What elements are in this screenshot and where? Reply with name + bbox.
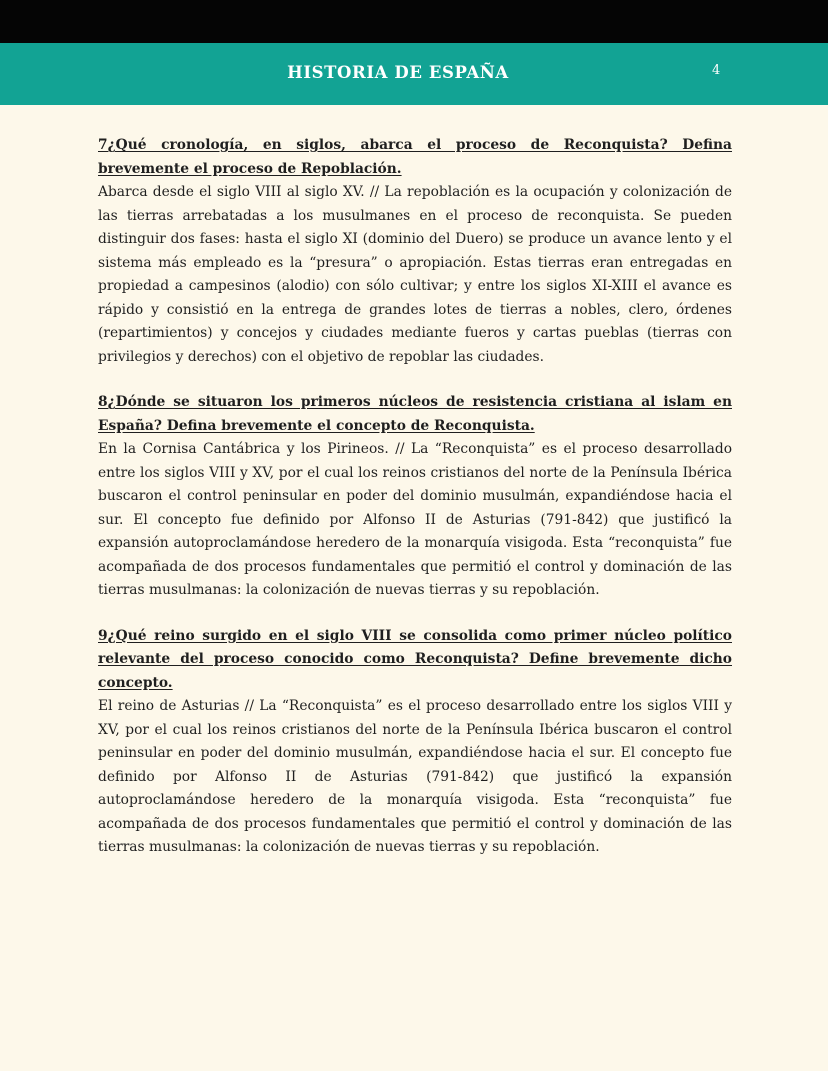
page-header bbox=[0, 43, 828, 105]
page-body bbox=[98, 134, 732, 882]
top-black-bar bbox=[0, 0, 828, 43]
question-block-7 bbox=[98, 134, 732, 369]
document-title: HISTORIA DE ESPAÑA bbox=[287, 63, 509, 82]
answer-paragraph: El reino de Asturias // La “Reconquista” es el proceso desarrollado entre los siglos VIII y XV, por el cual los reinos cristianos del norte de la Península Ibérica buscaron el control peninsular en poder del dominio musulmán, expandiéndose hacia el sur. El concepto fue definido por Alfonso II de Asturias (791-842) que justificó la expansión autoproclamándose heredero de la monarquía visigoda. Esta “reconquista” fue acompañada de dos procesos fundamentales que permitió el control y dominación de las tierras musulmanas: la colonización de nuevas tierras y su repoblación. bbox=[98, 698, 732, 855]
question-heading: 8¿Dónde se situaron los primeros núcleos de resistencia cristiana al islam en España? Defina brevemente el concepto de Reconquista. bbox=[98, 394, 732, 434]
page-number: 4 bbox=[712, 63, 721, 78]
question-heading: 9¿Qué reino surgido en el siglo VIII se consolida como primer núcleo político relevante del proceso conocido como Reconquista? Define brevemente dicho concepto. bbox=[98, 627, 732, 691]
question-block-8 bbox=[98, 391, 732, 603]
answer-paragraph: Abarca desde el siglo VIII al siglo XV. // La repoblación es la ocupación y colonización de las tierras arrebatadas a los musulmanes en el proceso de reconquista. Se pueden distinguir dos fases: hasta el siglo XI (dominio del Duero) se produce un avance lento y el sistema más empleado es la “presura” o apropiación. Estas tierras eran entregadas en propiedad a campesinos (alodio) con sólo cultivar; y entre los siglos XI-XIII el avance es rápido y consistió en la entrega de grandes lotes de tierras a nobles, clero, órdenes (repartimientos) y concejos y ciudades mediante fueros y cartas pueblas (tierras con privilegios y derechos) con el objetivo de repoblar las ciudades. bbox=[98, 184, 732, 365]
answer-paragraph: En la Cornisa Cantábrica y los Pirineos. // La “Reconquista” es el proceso desarrollado entre los siglos VIII y XV, por el cual los reinos cristianos del norte de la Península Ibérica buscaron el control peninsular en poder del dominio musulmán, expandiéndose hacia el sur. El concepto fue definido por Alfonso II de Asturias (791-842) que justificó la expansión autoproclamándose heredero de la monarquía visigoda. Esta “reconquista” fue acompañada de dos procesos fundamentales que permitió el control y dominación de las tierras musulmanas: la colonización de nuevas tierras y su repoblación. bbox=[98, 441, 732, 598]
question-block-9 bbox=[98, 625, 732, 860]
question-heading: 7¿Qué cronología, en siglos, abarca el proceso de Reconquista? Defina brevemente el proceso de Repoblación. bbox=[98, 137, 732, 177]
